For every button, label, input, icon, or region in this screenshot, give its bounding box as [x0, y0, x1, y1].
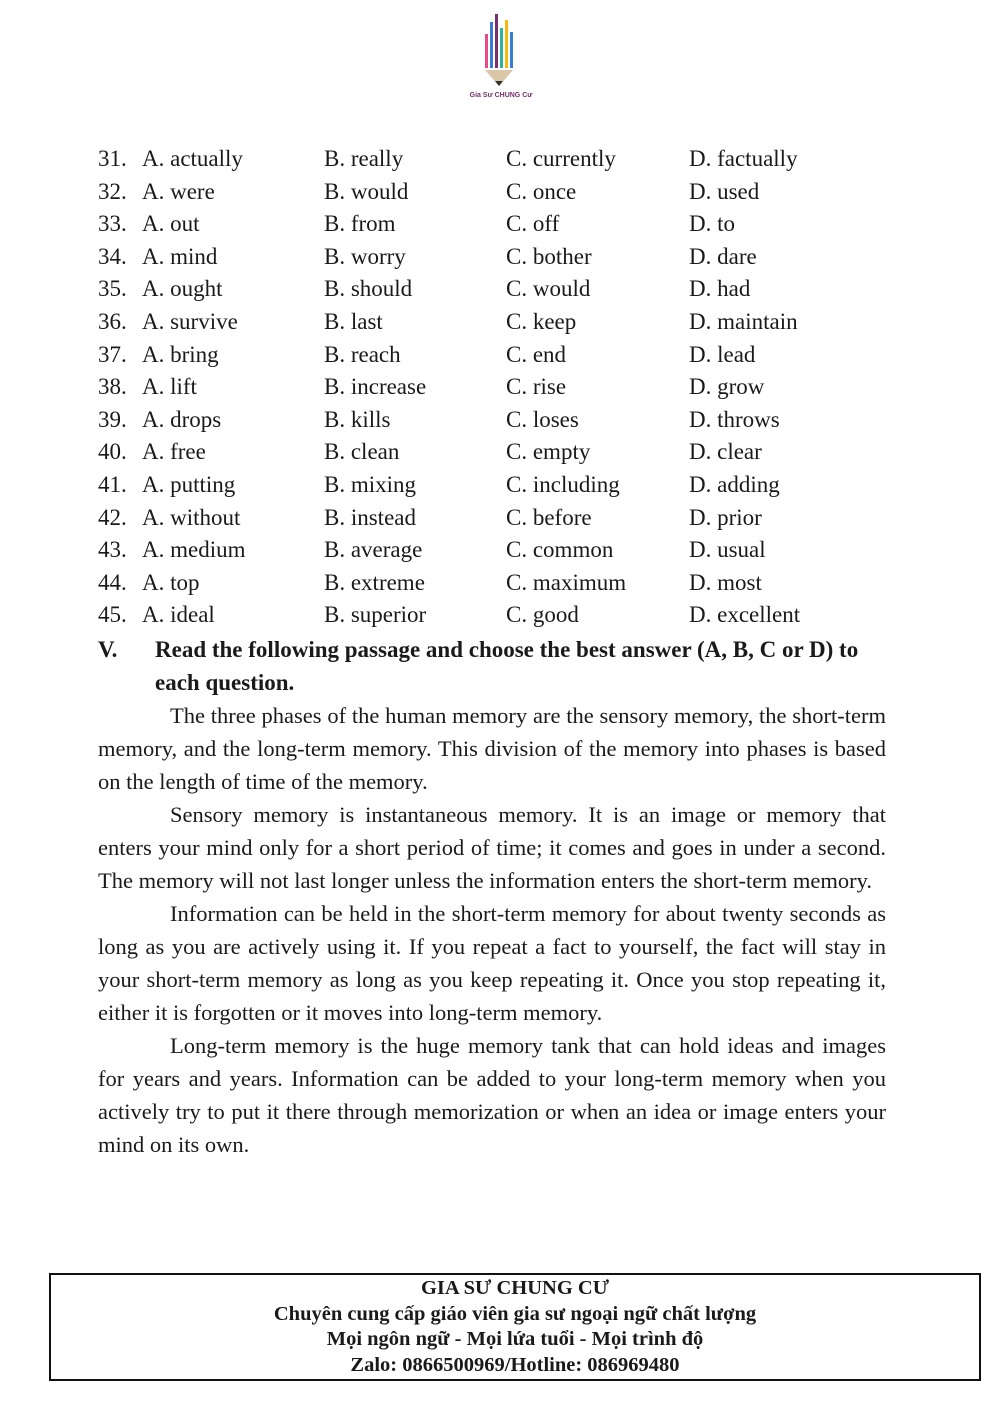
option-c: C. empty [506, 439, 591, 465]
option-a: A. out [142, 211, 200, 237]
question-row [98, 469, 898, 502]
option-d: D. adding [689, 471, 780, 497]
question-number: 44. [98, 569, 127, 595]
question-number: 35. [98, 276, 127, 302]
option-a: A. survive [142, 308, 238, 334]
option-d: D. maintain [689, 308, 798, 334]
option-a: A. drops [142, 406, 222, 432]
question-number: 45. [98, 602, 127, 628]
question-number: 33. [98, 211, 127, 237]
question-row [98, 502, 898, 535]
question-row [98, 176, 898, 209]
option-a: A. actually [142, 146, 243, 171]
option-d: D. dare [689, 243, 757, 269]
footer-contact: Zalo: 0866500969/Hotline: 086969480 [350, 1353, 680, 1376]
option-a: A. lift [142, 374, 197, 400]
option-d: D. factually [689, 146, 798, 171]
answer-options [98, 143, 898, 632]
question-number: 43. [98, 537, 127, 563]
passage-paragraph: Sensory memory is instantaneous memory. It is an image or memory that enters your mind only for a short period of time; it comes and goes in under a second. The memory will not last longer unless the information enters the short-term memory. [98, 802, 886, 893]
question-number: 40. [98, 439, 127, 465]
section-title: Read the following passage and choose the best answer (A, B, C or D) to each question. [155, 637, 859, 695]
question-row [98, 208, 898, 241]
question-row [98, 404, 898, 437]
question-number: 32. [98, 178, 127, 204]
option-d: D. throws [689, 406, 780, 432]
option-d: D. prior [689, 504, 762, 530]
question-row [98, 273, 898, 306]
passage-paragraph: Information can be held in the short-term memory for about twenty seconds as long as you are actively using it. If you repeat a fact to yourself, the fact will stay in your short-term memory as long as you keep repeating it. Once you stop repeating it, either it is forgotten or it moves into long-term memory. [98, 901, 886, 1025]
question-number: 39. [98, 406, 127, 432]
option-c: C. off [506, 211, 560, 237]
option-c: C. good [506, 602, 579, 628]
question-number: 42. [98, 504, 127, 530]
passage-paragraph: The three phases of the human memory are the sensory memory, the short-term memory, and the long-term memory. This division of the memory into phases is based on the length of time of the memory. [98, 703, 886, 794]
option-d: D. lead [689, 341, 756, 367]
footer-slogan: Mọi ngôn ngữ - Mọi lứa tuổi - Mọi trình độ [326, 1328, 704, 1350]
question-row [98, 436, 898, 469]
option-b: B. reach [324, 341, 401, 367]
question-number: 37. [98, 341, 127, 367]
question-row [98, 567, 898, 600]
option-d: D. grow [689, 374, 765, 400]
question-number: 31. [98, 146, 127, 171]
question-row [98, 371, 898, 404]
option-b: B. kills [324, 406, 391, 432]
footer-tagline: Chuyên cung cấp giáo viên gia sư ngoại ngữ chất lượng [273, 1302, 757, 1325]
reading-passage [98, 699, 886, 1161]
section-heading [98, 633, 888, 699]
option-c: C. before [506, 504, 592, 530]
option-a: A. medium [142, 537, 246, 563]
option-d: D. to [689, 211, 735, 237]
option-c: C. loses [506, 406, 579, 432]
option-b: B. worry [324, 243, 406, 269]
question-row [98, 534, 898, 567]
option-a: A. bring [142, 341, 219, 367]
option-a: A. mind [142, 243, 218, 269]
option-b: B. really [324, 146, 404, 171]
option-c: C. would [506, 276, 591, 302]
option-a: A. top [142, 569, 200, 595]
option-c: C. bother [506, 243, 592, 269]
question-row [98, 241, 898, 274]
question-number: 36. [98, 308, 127, 334]
option-c: C. end [506, 341, 567, 367]
option-a: A. ideal [142, 602, 215, 628]
option-c: C. rise [506, 374, 567, 400]
option-d: D. excellent [689, 602, 801, 628]
option-b: B. increase [324, 374, 427, 400]
option-b: B. instead [324, 504, 416, 530]
logo [458, 14, 544, 110]
option-c: C. including [506, 471, 620, 497]
option-b: B. last [324, 308, 383, 334]
logo-text: Gia Sư CHUNG Cư [469, 92, 533, 99]
option-d: D. most [689, 569, 762, 595]
option-c: C. maximum [506, 569, 627, 595]
option-a: A. ought [142, 276, 223, 302]
option-b: B. should [324, 276, 413, 302]
option-b: B. mixing [324, 471, 417, 497]
option-d: D. clear [689, 439, 762, 465]
option-c: C. once [506, 178, 577, 204]
option-b: B. would [324, 178, 409, 204]
pencil-logo-icon [476, 14, 526, 90]
option-a: A. putting [142, 471, 236, 497]
option-c: C. common [506, 537, 614, 563]
option-d: D. had [689, 276, 751, 302]
option-a: A. without [142, 504, 241, 530]
footer-box [49, 1273, 981, 1381]
question-number: 34. [98, 243, 127, 269]
option-d: D. usual [689, 537, 766, 563]
option-c: C. keep [506, 308, 577, 334]
option-b: B. superior [324, 602, 427, 628]
footer-brand: GIA SƯ CHUNG CƯ [420, 1277, 610, 1299]
option-d: D. used [689, 178, 760, 204]
option-a: A. were [142, 178, 215, 204]
question-row [98, 599, 898, 632]
option-b: B. extreme [324, 569, 425, 595]
option-c: C. currently [506, 146, 616, 171]
option-b: B. average [324, 537, 423, 563]
question-row [98, 143, 898, 176]
question-number: 38. [98, 374, 127, 400]
option-b: B. from [324, 211, 396, 237]
passage-paragraph: Long-term memory is the huge memory tank that can hold ideas and images for years and years. Information can be added to your long-term memory when you actively try to put it there through memorization or when an idea or image enters your mind on its own. [98, 1033, 886, 1157]
question-row [98, 306, 898, 339]
question-number: 41. [98, 471, 127, 497]
question-row [98, 339, 898, 372]
option-b: B. clean [324, 439, 400, 465]
section-number: V. [98, 637, 118, 662]
option-a: A. free [142, 439, 206, 465]
